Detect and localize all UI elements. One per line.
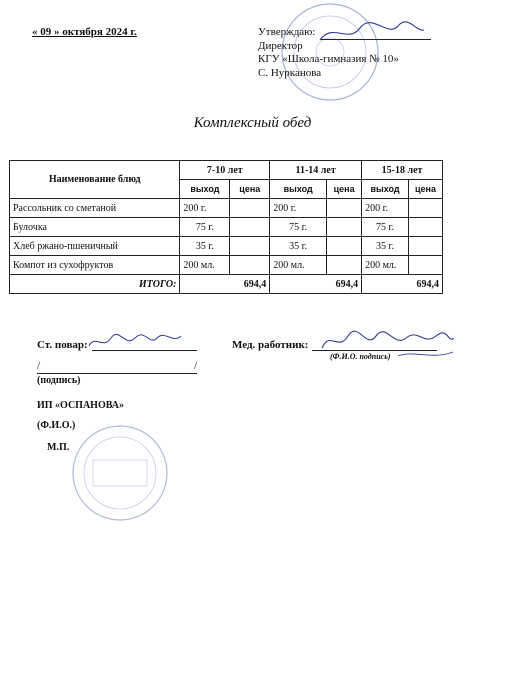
menu-table <box>9 160 443 294</box>
portion-cell: 200 мл. <box>362 256 409 275</box>
portion-subheader: выход <box>270 180 327 199</box>
approve-label: Утверждаю: <box>258 26 316 38</box>
slash-right: / <box>193 360 197 372</box>
table-header-row <box>10 161 443 180</box>
portion-cell: 200 г. <box>180 199 230 218</box>
portion-subheader: выход <box>180 180 230 199</box>
price-cell <box>408 218 442 237</box>
portion-cell: 75 г. <box>180 218 230 237</box>
medic-label: Мед. работник: <box>232 339 309 351</box>
slash-left: / <box>37 360 41 372</box>
portion-cell: 75 г. <box>270 218 327 237</box>
price-cell <box>230 256 270 275</box>
supplier-name: ИП «ОСПАНОВА» <box>37 400 124 411</box>
table-row <box>10 218 443 237</box>
signature-note: (подпись) <box>37 375 81 386</box>
total-value: 694,4 <box>180 275 270 294</box>
total-label: ИТОГО: <box>10 275 180 294</box>
signature-slash-line <box>37 360 197 374</box>
age-group-header: 15-18 лет <box>362 161 443 180</box>
cook-signature-image <box>85 330 185 354</box>
table-row <box>10 256 443 275</box>
portion-cell: 35 г. <box>270 237 327 256</box>
age-group-header: 7-10 лет <box>180 161 270 180</box>
total-row <box>10 275 443 294</box>
price-cell <box>230 218 270 237</box>
dish-name: Рассольник со сметаной <box>10 199 180 218</box>
price-cell <box>327 237 362 256</box>
price-cell <box>327 256 362 275</box>
price-cell <box>327 218 362 237</box>
portion-cell: 35 г. <box>180 237 230 256</box>
price-cell <box>408 237 442 256</box>
director-stamp-image <box>265 0 395 110</box>
portion-cell: 200 мл. <box>180 256 230 275</box>
director-signature-image <box>318 18 428 48</box>
table-row <box>10 237 443 256</box>
seal-label: М.П. <box>47 442 70 453</box>
total-value: 694,4 <box>270 275 362 294</box>
total-value: 694,4 <box>362 275 443 294</box>
slash-underline <box>37 372 197 374</box>
fio-signature-note: (Ф.И.О. подпись) <box>330 352 391 361</box>
price-cell <box>327 199 362 218</box>
price-subheader: цена <box>408 180 442 199</box>
price-cell <box>408 199 442 218</box>
approver-position: Директор <box>258 39 303 52</box>
price-subheader: цена <box>327 180 362 199</box>
price-cell <box>408 256 442 275</box>
portion-subheader: выход <box>362 180 409 199</box>
portion-cell: 75 г. <box>362 218 409 237</box>
dish-name-header: Наименование блюд <box>10 161 180 199</box>
document-date: « 09 » октября 2024 г. <box>32 26 137 38</box>
dish-name: Компот из сухофруктов <box>10 256 180 275</box>
portion-cell: 200 г. <box>270 199 327 218</box>
document-title: Комплексный обед <box>193 115 312 131</box>
price-subheader: цена <box>230 180 270 199</box>
portion-cell: 35 г. <box>362 237 409 256</box>
dish-name: Булочка <box>10 218 180 237</box>
age-group-header: 11-14 лет <box>270 161 362 180</box>
price-cell <box>230 199 270 218</box>
portion-cell: 200 мл. <box>270 256 327 275</box>
dish-name: Хлеб ржано-пшеничный <box>10 237 180 256</box>
cook-label: Ст. повар: <box>37 339 88 351</box>
price-cell <box>230 237 270 256</box>
portion-cell: 200 г. <box>362 199 409 218</box>
supplier-stamp-image <box>65 418 175 528</box>
approver-name: С. Нурканова <box>258 66 322 79</box>
fio-note: (Ф.И.О.) <box>37 420 76 431</box>
approver-organization: КГУ «Школа-гимназия № 10» <box>258 53 399 65</box>
table-row <box>10 199 443 218</box>
